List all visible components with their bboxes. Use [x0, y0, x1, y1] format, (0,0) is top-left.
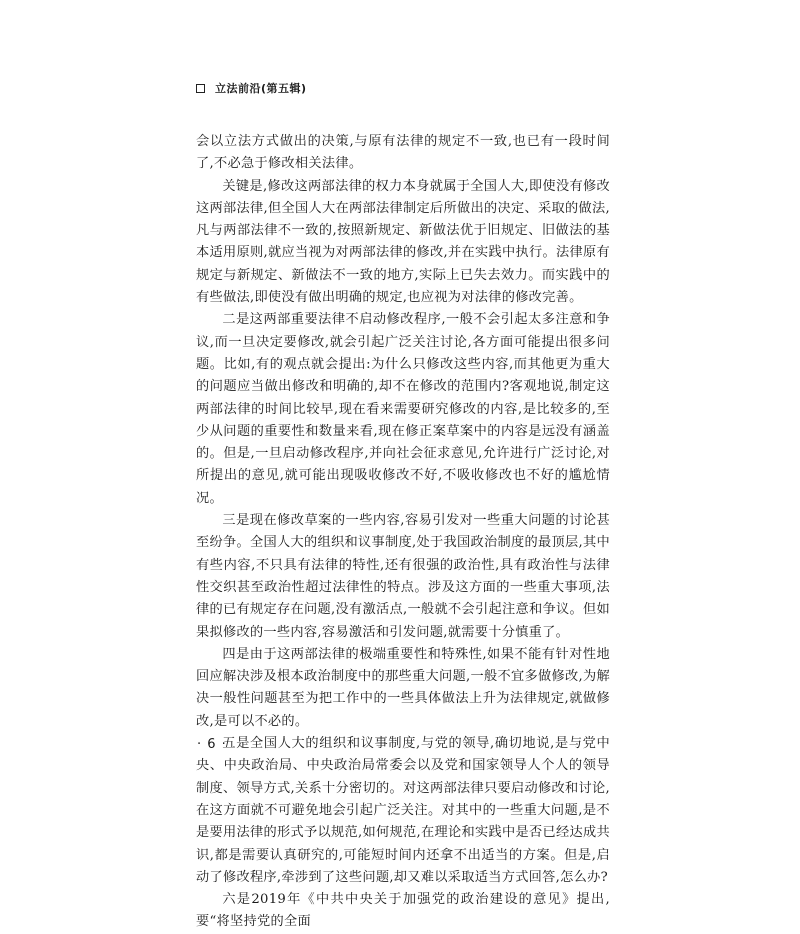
- body-text: [196, 131, 610, 934]
- paragraph: 会以立法方式做出的决策,与原有法律的规定不一致,也已有一段时间了,不必急于修改相关法律。: [196, 134, 610, 172]
- header-square-icon: [196, 84, 205, 93]
- paragraph: 三是现在修改草案的一些内容,容易引发对一些重大问题的讨论甚至纷争。全国人大的组织和议事制度,处于我国政治制度的最顶层,其中有些内容,不只具有法律的特性,还有很强的政治性,具有政治性与法律性交织甚至政治性超过法律性的特点。涉及这方面的一些重大事项,法律的已有规定存在问题,没有激活点,一般就不会引起注意和争议。但如果拟修改的一些内容,容易激活和引发问题,就需要十分慎重了。: [196, 513, 610, 640]
- page-number: · 6 ·: [197, 737, 227, 752]
- paragraph: 六是2019年《中共中央关于加强党的政治建设的意见》提出,要“将坚持党的全面: [196, 892, 610, 930]
- running-header: [196, 80, 307, 96]
- paragraph: 二是这两部重要法律不启动修改程序,一般不会引起太多注意和争议,而一旦决定要修改,就会引起广泛关注讨论,各方面可能提出很多问题。比如,有的观点就会提出:为什么只修改这些内容,而其他更为重大的问题应当做出修改和明确的,却不在修改的范围内?客观地说,制定这两部法律的时间比较早,现在看来需要研究修改的内容,是比较多的,至少从问题的重要性和数量来看,现在修正案草案中的内容是远没有涵盖的。但是,一旦启动修改程序,并向社会征求意见,允许进行广泛讨论,对所提出的意见,就可能出现吸收修改不好,不吸收修改也不好的尴尬情况。: [196, 312, 610, 506]
- paragraph: 四是由于这两部法律的极端重要性和特殊性,如果不能有针对性地回应解决涉及根本政治制度中的那些重大问题,一般不宜多做修改,为解决一般性问题甚至为把工作中的一些具体做法上升为法律规定,就做修改,是可以不必的。: [196, 646, 610, 729]
- paragraph: 关键是,修改这两部法律的权力本身就属于全国人大,即使没有修改这两部法律,但全国人大在两部法律制定后所做出的决定、采取的做法,凡与两部法律不一致的,按照新规定、新做法优于旧规定、旧做法的基本适用原则,就应当视为对两部法律的修改,并在实践中执行。法律原有规定与新规定、新做法不一致的地方,实际上已失去效力。而实践中的有些做法,即使没有做出明确的规定,也应视为对法律的修改完善。: [196, 178, 610, 306]
- header-title: 立法前沿(第五辑): [215, 82, 307, 95]
- paragraph: 五是全国人大的组织和议事制度,与党的领导,确切地说,是与党中央、中央政治局、中央政治局常委会以及党和国家领导人个人的领导制度、领导方式,关系十分密切的。对这两部法律只要启动修改和讨论,在这方面就不可避免地会引起广泛关注。对其中的一些重大问题,是不是要用法律的形式予以规范,如何规范,在理论和实践中是否已经达成共识,都是需要认真研究的,可能短时间内还拿不出适当的方案。但是,启动了修改程序,牵涉到了这些问题,却又难以采取适当方式回答,怎么办?: [196, 736, 610, 885]
